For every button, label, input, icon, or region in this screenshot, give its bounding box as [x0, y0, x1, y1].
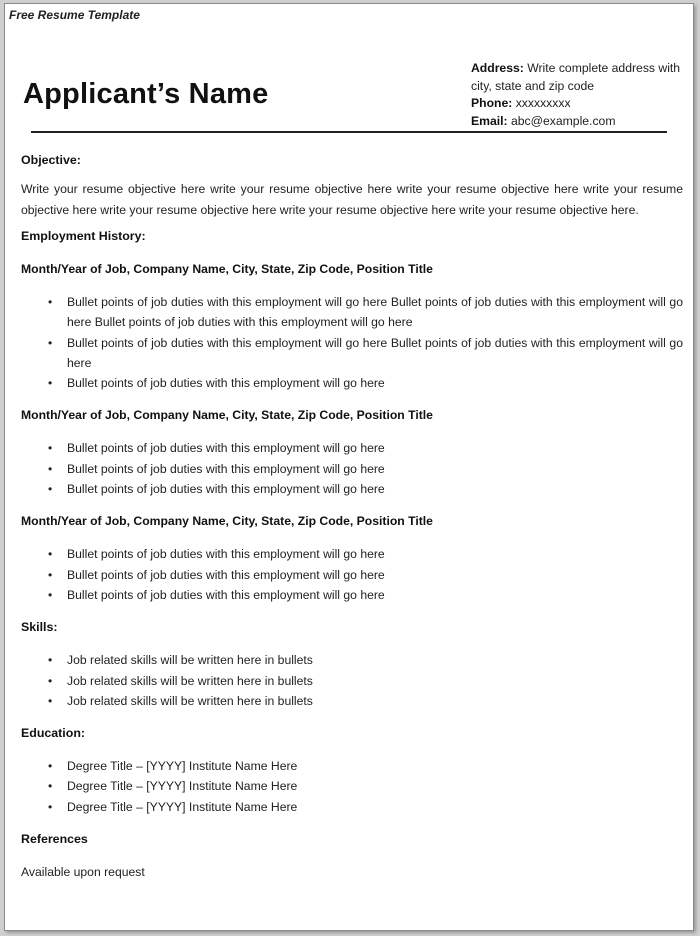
- list-item: • Bullet points of job duties with this employment will go here: [21, 585, 683, 605]
- list-item: • Bullet points of job duties with this employment will go here: [21, 565, 683, 585]
- job-duties-list: [21, 544, 683, 605]
- list-item: • Bullet points of job duties with this employment will go here Bullet points of job duties with this employment will go here Bullet points of job duties with this employment will go here: [21, 292, 683, 333]
- objective-text: Write your resume objective here write your resume objective here write your resume objective here write your resume objective here write your resume objective here write your resume objective here write your resume objective here.: [21, 182, 683, 217]
- contact-block: [471, 60, 686, 130]
- list-item: • Bullet points of job duties with this employment will go here: [21, 459, 683, 479]
- email-value: abc@example.com: [510, 113, 616, 128]
- list-item: • Degree Title – [YYYY] Institute Name Here: [21, 797, 683, 817]
- list-item: • Bullet points of job duties with this employment will go here Bullet points of job duties with this employment will go here: [21, 333, 683, 374]
- template-label: Free Resume Template: [9, 8, 140, 22]
- applicant-name: Applicant’s Name: [23, 78, 269, 110]
- job-title: Month/Year of Job, Company Name, City, State, Zip Code, Position Title: [21, 514, 433, 529]
- list-item: • Bullet points of job duties with this employment will go here: [21, 544, 683, 564]
- bullet-icon: •: [48, 673, 53, 688]
- bullet-icon: •: [48, 335, 53, 350]
- list-item: • Bullet points of job duties with this employment will go here: [21, 438, 683, 458]
- list-item: • Degree Title – [YYYY] Institute Name Here: [21, 756, 683, 776]
- education-heading: Education:: [21, 726, 86, 741]
- bullet-icon: •: [48, 441, 53, 456]
- email-line: [471, 113, 686, 131]
- job-duties-list: [21, 292, 683, 393]
- header-divider: [31, 131, 667, 133]
- list-item: • Degree Title – [YYYY] Institute Name Here: [21, 776, 683, 796]
- phone-label: Phone:: [471, 96, 513, 110]
- references-heading: References: [21, 832, 88, 847]
- bullet-icon: •: [48, 295, 53, 309]
- bullet-icon: •: [48, 693, 53, 708]
- list-item: • Job related skills will be written here in bullets: [21, 691, 683, 711]
- address-line: [471, 60, 686, 95]
- bullet-icon: •: [48, 653, 53, 668]
- objective-heading: Objective:: [21, 153, 81, 167]
- bullet-icon: •: [48, 547, 53, 562]
- phone-line: [471, 95, 686, 113]
- skills-heading: Skills:: [21, 620, 58, 635]
- education-list: [21, 756, 683, 817]
- phone-value: xxxxxxxxx: [515, 96, 571, 110]
- references-text: Available upon request: [21, 865, 145, 880]
- bullet-icon: •: [48, 587, 53, 602]
- list-item: • Job related skills will be written here in bullets: [21, 650, 683, 670]
- bullet-icon: •: [48, 759, 53, 774]
- bullet-icon: •: [48, 482, 53, 497]
- resume-page: [4, 3, 694, 931]
- job-duties-list: [21, 438, 683, 499]
- bullet-icon: •: [48, 567, 53, 582]
- bullet-icon: •: [48, 376, 53, 391]
- bullet-icon: •: [48, 779, 53, 794]
- skills-list: [21, 650, 683, 711]
- list-item: • Bullet points of job duties with this employment will go here: [21, 373, 683, 393]
- resume-body: [21, 150, 683, 882]
- employment-heading: Employment History:: [21, 229, 146, 243]
- job-title: Month/Year of Job, Company Name, City, State, Zip Code, Position Title: [21, 408, 433, 423]
- list-item: • Bullet points of job duties with this employment will go here: [21, 479, 683, 499]
- address-value: Write complete address with city, state and zip code: [471, 61, 681, 93]
- list-item: • Job related skills will be written here in bullets: [21, 671, 683, 691]
- email-label: Email:: [471, 113, 508, 128]
- bullet-icon: •: [48, 799, 53, 814]
- address-label: Address:: [471, 61, 524, 75]
- job-title: Month/Year of Job, Company Name, City, State, Zip Code, Position Title: [21, 262, 433, 276]
- bullet-icon: •: [48, 461, 53, 476]
